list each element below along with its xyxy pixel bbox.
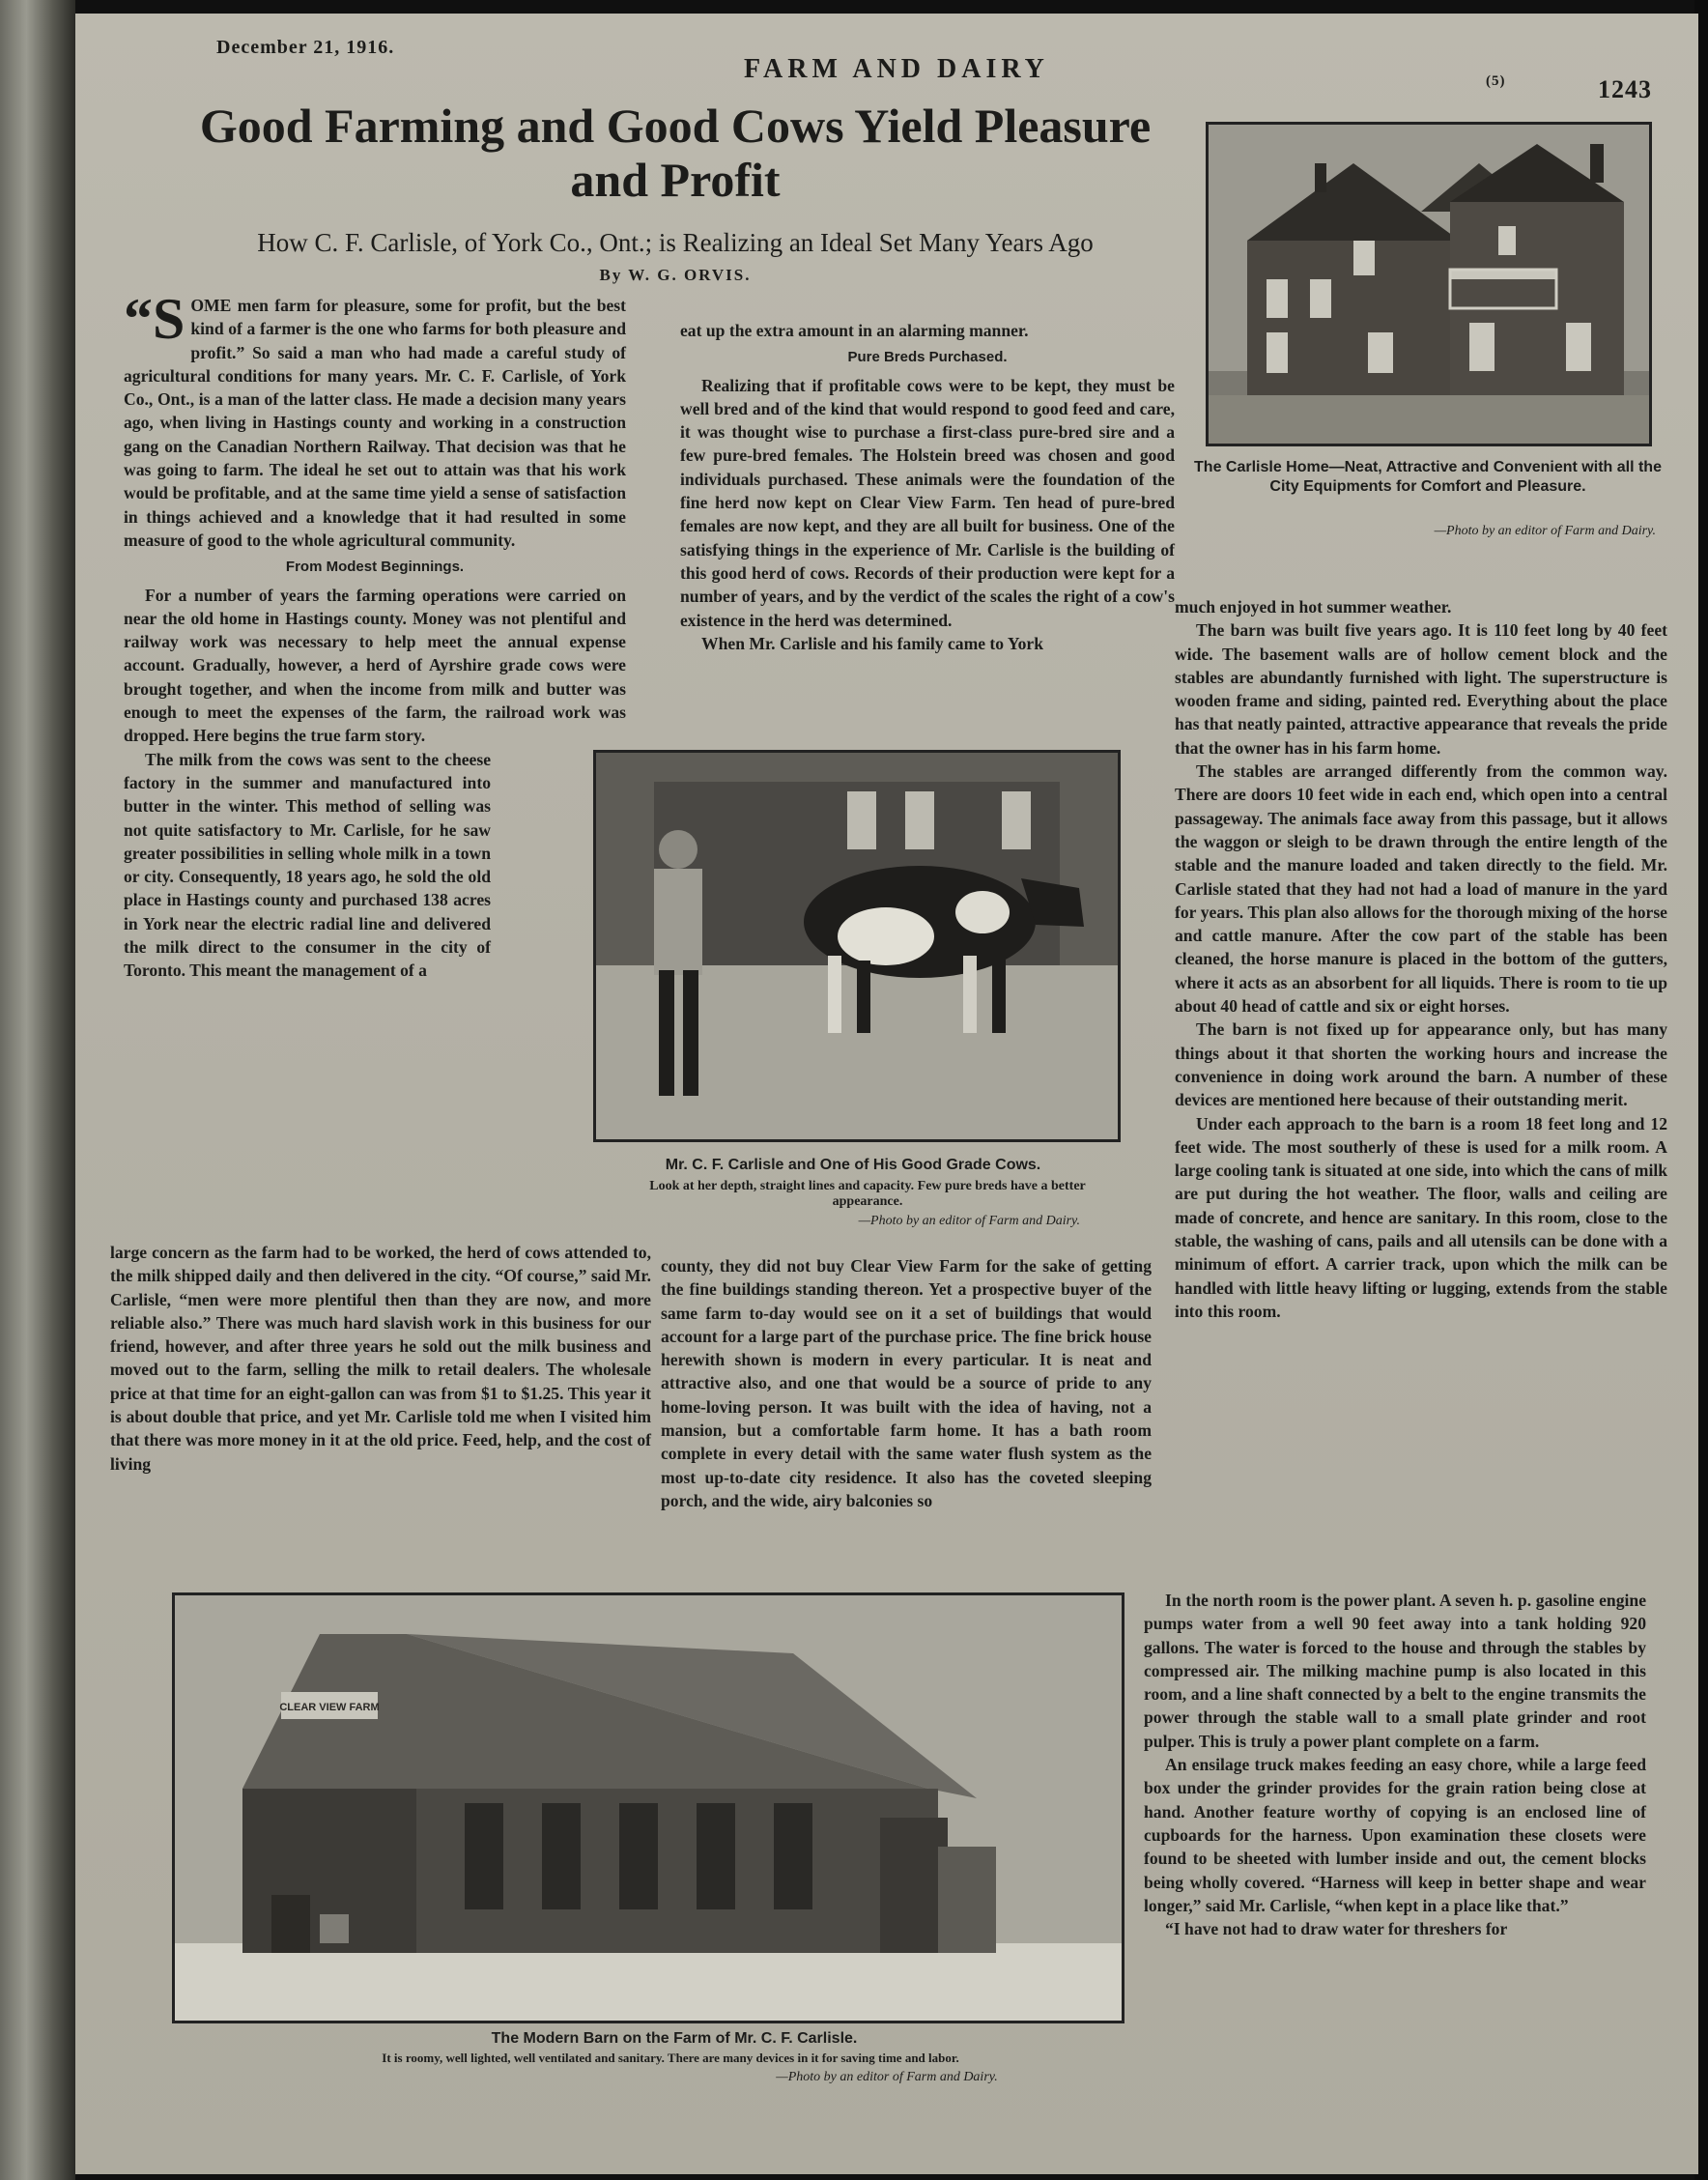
barn-photo	[172, 1592, 1124, 2023]
subhead-pure-breds: Pure Breds Purchased.	[847, 349, 1008, 366]
barn-caption-text: It is roomy, well lighted, well ventilated and sanitary. There are many devices in it for saving time and labor.	[382, 2051, 959, 2065]
column-2-top	[680, 319, 1175, 655]
col3-paragraph-1: The barn was built five years ago. It is 110 feet long by 40 feet wide. The basement walls are of hollow cement block and the stables are abundantly furnished with light. The superstructure is wooden frame and siding, painted red. Everything about the place has that neatly painted, attractive appearance that reveals the pride that the owner has in his farm home.	[1175, 620, 1667, 758]
cow-illustration	[596, 753, 1118, 1139]
col3-paragraph-4: Under each approach to the barn is a room 18 feet long and 12 feet wide. The most southerly of these is used for a milk room. A large cooling tank is situated at one side, into which the cans of milk are put during the hot weather. The floor, walls and ceiling are made of concrete, and hence are sanitary. In this room, close to the stable, the washing of cans, pails and all utensils can be done with a minimum of effort. A carrier track, upon which the milk can be handled with little heavy lifting or lugging, extends from the stable into this room.	[1175, 1113, 1667, 1321]
column-3-bottom	[1144, 1589, 1646, 1940]
col1-paragraph-2: For a number of years the farming operations were carried on near the old home in Hastings county. Money was not plentiful and railway work was necessary to help meet the annual expense account. Gradually, however, a herd of Ayrshire grade cows were brought together, and when the income from milk and butter was enough to meet the expenses of the farm, the railroad work was dropped. Here begins the true farm story.	[124, 585, 626, 746]
cow-photo	[593, 750, 1121, 1142]
house-illustration	[1209, 125, 1649, 444]
article-subtitle: How C. F. Carlisle, of York Co., Ont.; is Realizing an Ideal Set Many Years Ago	[257, 228, 1094, 257]
cow-credit: —Photo by an editor of Farm and Dairy.	[858, 1214, 1080, 1228]
col3-paragraph-7: “I have not had to draw water for threshers for	[1165, 1919, 1508, 1939]
house-photo	[1206, 122, 1652, 446]
article-title-line-1: Good Farming and Good Cows Yield Pleasure	[199, 99, 1152, 153]
col2-paragraph-2: When Mr. Carlisle and his family came to York	[701, 633, 1043, 653]
barn-caption-title: The Modern Barn on the Farm of Mr. C. F. Carlisle.	[491, 2030, 858, 2047]
barn-illustration	[175, 1595, 1122, 2021]
col1-paragraph-1: OME men farm for pleasure, some for profit, but the best kind of a farmer is the one who farms for both pleasure and profit.” So said a man who had made a careful study of agricultural conditions for many years. Mr. C. F. Carlisle, of York Co., Ont., is a man of the latter class. He made a decision many years ago, when living in Hastings county and working in a construction gang on the Canadian Northern Railway. That decision was that he was going to farm. The ideal he set out to attain was that his work would be profitable, and at the same time yield a sense of satisfaction in things achieved and a knowledge that it had resulted in some measure of good to the whole agricultural community.	[124, 296, 626, 550]
house-caption: The Carlisle Home—Neat, Attractive and Convenient with all the City Equipments for Comfort and Pleasure.	[1194, 459, 1662, 495]
article-title-line-2: and Profit	[570, 153, 781, 207]
cow-caption-text: Look at her depth, straight lines and capacity. Few pure breds have a better appearance.	[649, 1179, 1086, 1209]
column-1-bottom	[110, 1241, 651, 1476]
newspaper-page	[75, 14, 1698, 2174]
book-spine	[0, 0, 75, 2180]
col3-paragraph-2: The stables are arranged differently from the common way. There are doors 10 feet wide in each end, which open into a central passageway. The animals face away from this passage, but it allows the waggon or sleigh to be drawn through the entire length of the stable and the manure loaded and taken directly to the field. Mr. Carlisle stated that they had not had a load of manure in the yard for years. This plan also allows for the thorough mixing of the horse and cattle manure. After the cow part of the stable has been cleaned, the horse manure is placed in the bottom of the gutters, where it acts as an absorbent for all liquids. There is room to tie up about 40 head of cattle and six or eight horses.	[1175, 761, 1667, 1017]
section-mark: (5)	[1486, 73, 1506, 89]
drop-cap: “S	[124, 287, 185, 351]
page-date: December 21, 1916.	[216, 37, 395, 58]
barn-credit: —Photo by an editor of Farm and Dairy.	[776, 2070, 998, 2084]
column-2-bottom	[661, 1254, 1152, 1512]
column-1-top	[124, 287, 626, 983]
col3-paragraph-0: much enjoyed in hot summer weather.	[1175, 597, 1452, 617]
col1-paragraph-4: large concern as the farm had to be worked, the herd of cows attended to, the milk shipped daily and then delivered in the city. “Of course,” said Mr. Carlisle, “men were more plentiful then than they are now, and more reliable also.” There was much hard slavish work in this business for our friend, however, and after three years he sold out the milk business and moved out to the farm, selling the milk to retail dealers. The wholesale price at that time for an eight-gallon can was from $1 to $1.25. This year it is about double that price, and yet Mr. Carlisle told me when I visited him that there was more money in it at the old price. Feed, help, and the cost of living	[110, 1243, 651, 1474]
col1-paragraph-3: The milk from the cows was sent to the cheese factory in the summer and manufactured into butter in the winter. This method of selling was not quite satisfactory to Mr. Carlisle, for he saw greater possibilities in selling whole milk in a town or city. Consequently, 18 years ago, he sold the old place in Hastings county and purchased 138 acres in York near the electric radial line and delivered the milk direct to the consumer in the city of Toronto. This meant the management of a	[124, 749, 491, 981]
masthead: FARM AND DAIRY	[744, 54, 1049, 84]
column-3-top	[1175, 595, 1667, 1323]
barn-sign-text: CLEAR VIEW FARM	[279, 1702, 380, 1713]
house-credit: —Photo by an editor of Farm and Dairy.	[1434, 524, 1656, 538]
col3-paragraph-6: An ensilage truck makes feeding an easy chore, while a large feed box under the grinder provides for the grain ration being close at hand. Another feature worthy of copying is an enclosed line of cupboards for the harness. Upon examination these closets were found to be sheeted with lumber inside and out, the cement blocks being wholly covered. “Harness will keep in better shape and wear longer,” said Mr. Carlisle, “when kept in a place like that.”	[1144, 1755, 1646, 1915]
col2-paragraph-1: Realizing that if profitable cows were to be kept, they must be well bred and of the kind that would respond to good feed and care, it was thought wise to purchase a first-class pure-bred sire and a few pure-bred females. The Holstein breed was chosen and good individuals purchased. These animals were the foundation of the fine herd now kept on Clear View Farm. Ten head of pure-bred females are now kept, and they are all built for business. One of the satisfying things in the experience of Mr. Carlisle is the building of this good herd of cows. Records of their production were kept for a number of years, and by the verdict of the scales the right of a cow's existence in the herd was determined.	[680, 375, 1175, 630]
col2-paragraph-0: eat up the extra amount in an alarming manner.	[680, 321, 1029, 340]
col3-paragraph-5: In the north room is the power plant. A seven h. p. gasoline engine pumps water from a well 90 feet away into a tank holding 920 gallons. The water is forced to the house and through the stables by compressed air. The milking machine pump is also located in this room, and a line shaft connected by a belt to the engine transmits the power through the stable wall to a small plate grinder and root pulper. This is truly a power plant complete on a farm.	[1144, 1591, 1646, 1751]
article-heading	[168, 99, 1182, 285]
col2-paragraph-3: county, they did not buy Clear View Farm for the sake of getting the fine buildings standing thereon. Yet a prospective buyer of the same farm to-day would see on it a set of buildings that would account for a large part of the purchase price. The fine brick house herewith shown is modern in every particular. It is neat and attractive also, and one that would be a source of pride to any home-loving person. It was built with the idea of having, not a mansion, but a comfortable farm home. It has a bath room complete in every detail with the same water flush system as the most up-to-date city residence. It also has the coveted sleeping porch, and the wide, airy balconies so	[661, 1256, 1152, 1510]
cow-caption-title: Mr. C. F. Carlisle and One of His Good Grade Cows.	[665, 1157, 1041, 1173]
col3-paragraph-3: The barn is not fixed up for appearance only, but has many things about it that shorten the working hours and increase the convenience in doing work around the barn. A number of these devices are mentioned here because of their outstanding merit.	[1175, 1019, 1667, 1110]
subhead-modest-beginnings: From Modest Beginnings.	[285, 559, 465, 576]
page-number: 1243	[1598, 75, 1652, 103]
column-1-narrow	[124, 748, 491, 983]
article-byline: By W. G. ORVIS.	[599, 266, 752, 284]
